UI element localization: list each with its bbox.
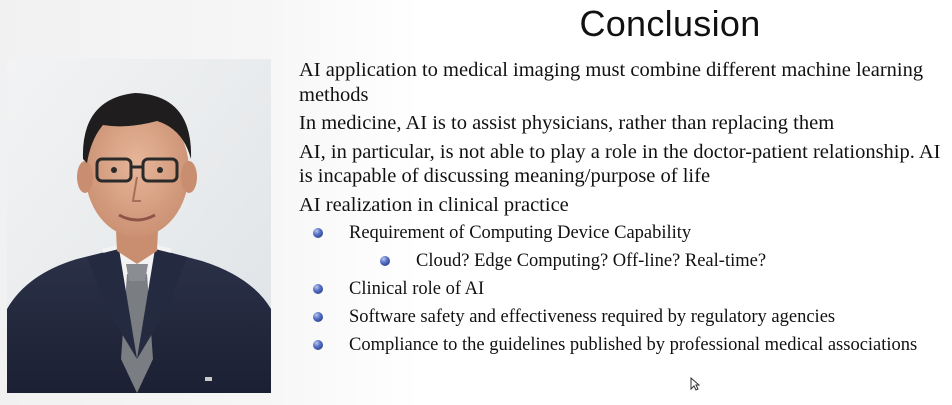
bullet-clinical-practice [299, 193, 947, 218]
subsubbullet-text: Cloud? Edge Computing? Off-line? Real-time? [416, 251, 767, 271]
bullet-assist-physicians [299, 111, 947, 136]
bullet-doctor-patient [299, 140, 947, 189]
mouse-cursor-icon [690, 377, 700, 396]
bullet-text: AI realization in clinical practice [299, 193, 569, 216]
slide-title: Conclusion [579, 3, 761, 44]
bullet-text: AI application to medical imaging must combine different machine learning methods [299, 59, 924, 106]
sphere-bullet-icon [313, 312, 323, 322]
presenter-portrait-image [7, 59, 271, 393]
subsubbullet-cloud-edge [416, 251, 947, 272]
subbullet-text: Requirement of Computing Device Capability [349, 223, 692, 243]
subbullet-computing-capability [349, 223, 947, 244]
subbullet-clinical-role [349, 279, 947, 300]
subbullet-text: Clinical role of AI [349, 279, 485, 299]
subbullet-compliance [349, 335, 947, 356]
subbullet-text: Compliance to the guidelines published by professional medical associations [349, 335, 918, 355]
sphere-bullet-icon [313, 340, 323, 350]
sphere-bullet-icon [313, 284, 323, 294]
presenter-photo [7, 59, 271, 393]
subbullet-software-safety [349, 307, 947, 328]
slide-content [299, 58, 947, 363]
bullet-text: AI, in particular, is not able to play a role in the doctor-patient relationship. AI is incapable of discussing meaning/purpose of life [299, 140, 941, 187]
bullet-text: In medicine, AI is to assist physicians, rather than replacing them [299, 112, 835, 134]
sphere-bullet-icon [313, 228, 323, 238]
sphere-bullet-icon [380, 256, 390, 266]
bullet-ai-application [299, 58, 947, 107]
subbullet-text: Software safety and effectiveness required by regulatory agencies [349, 307, 836, 327]
